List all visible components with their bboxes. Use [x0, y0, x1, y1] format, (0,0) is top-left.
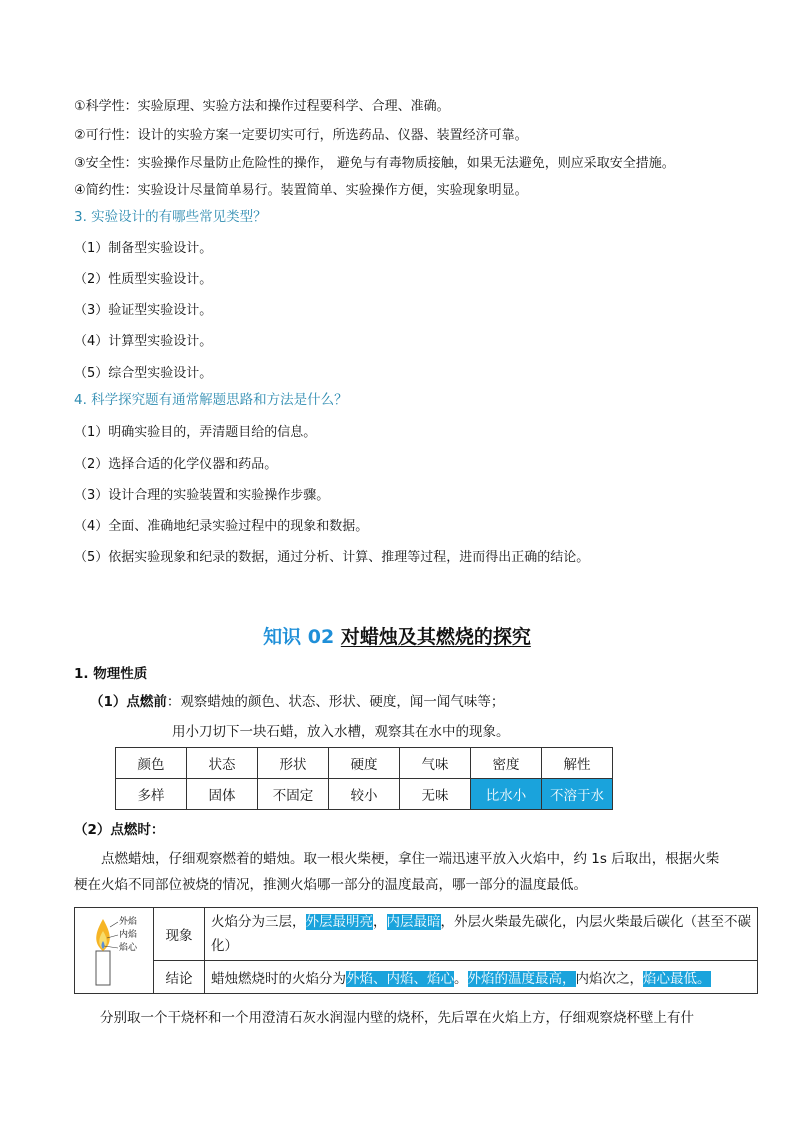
during-lit-label: （2）点燃时 — [74, 822, 151, 838]
q3-item: （4）计算型实验设计。 — [74, 334, 213, 349]
observation-label: 现象 — [154, 908, 205, 961]
q4-item: （5）依据实验现象和纪录的数据，通过分析、计算、推理等过程，进而得出正确的结论。 — [74, 550, 590, 565]
flame-label-core: 焰心 — [119, 942, 138, 953]
con-text-2: 。 — [454, 971, 468, 987]
principle-3: ③安全性：实验操作尽量防止危险性的操作， 避免与有毒物质接触，如果无法避免，则应采取安全措施。 — [74, 156, 675, 171]
physical-heading: 1. 物理性质 — [74, 666, 148, 682]
value-cell-highlighted: 比水小 — [471, 779, 542, 810]
cut-wax-text: 用小刀切下一块石蜡，放入水槽，观察其在水中的现象。 — [172, 724, 510, 740]
during-lit-colon: ： — [150, 822, 165, 838]
conclusion-label: 结论 — [154, 961, 205, 994]
before-lit-text: ：观察蜡烛的颜色、状态、形状、硬度，闻一闻气味等； — [166, 694, 505, 710]
properties-table — [115, 747, 613, 810]
q4-item: （2）选择合适的化学仪器和药品。 — [74, 457, 278, 472]
principle-1: ①科学性：实验原理、实验方法和操作过程要科学、合理、准确。 — [74, 99, 450, 114]
conclusion-text — [205, 961, 758, 994]
q3-item: （2）性质型实验设计。 — [74, 272, 213, 287]
candle-illustration — [75, 908, 154, 994]
value-cell: 较小 — [329, 779, 400, 810]
q3-item: （3）验证型实验设计。 — [74, 303, 213, 318]
header-cell: 形状 — [258, 748, 329, 779]
beaker-paragraph: 分别取一个干烧杯和一个用澄清石灰水润湿内壁的烧杯，先后罩在火焰上方，仔细观察烧杯壁上有什 — [100, 1010, 694, 1026]
before-lit-line — [90, 690, 504, 710]
header-cell: 气味 — [400, 748, 471, 779]
q4-item: （1）明确实验目的，弄清题目给的信息。 — [74, 425, 317, 440]
con-text-1: 蜡烛燃烧时的火焰分为 — [211, 971, 346, 987]
table-row — [75, 908, 758, 961]
question-4-title: 4. 科学探究题有通常解题思路和方法是什么？ — [74, 392, 348, 408]
lit-paragraph: 点燃蜡烛，仔细观察燃着的蜡烛。取一根火柴梗，拿住一端迅速平放入火焰中，约 1s 后取出，根据火柴梗在火焰不同部位被烧的情况，推测火焰哪一部分的温度最高，哪一部分的温度最低。 — [74, 851, 720, 893]
section-title — [0, 622, 794, 649]
con-highlight-1: 外焰、内焰、焰心 — [346, 971, 454, 987]
value-cell-highlighted: 不溶于水 — [542, 779, 613, 810]
observation-text — [205, 908, 758, 961]
section-prefix: 知识 02 — [263, 626, 335, 648]
principle-2: ②可行性：设计的实验方案一定要切实可行，所选药品、仪器、装置经济可靠。 — [74, 128, 528, 143]
con-text-3: 内焰次之， — [575, 971, 643, 987]
section-heading: 对蜡烛及其燃烧的探究 — [340, 626, 531, 648]
obs-text-3: ，外层火柴最先碳化，内层火柴最后碳化（甚至不碳化） — [211, 914, 751, 954]
q3-item: （5）综合型实验设计。 — [74, 366, 213, 381]
header-cell: 密度 — [471, 748, 542, 779]
q3-item: （1）制备型实验设计。 — [74, 241, 213, 256]
before-lit-label: （1）点燃前 — [90, 694, 167, 710]
flame-label-inner: 内焰 — [119, 929, 138, 940]
value-cell: 无味 — [400, 779, 471, 810]
value-cell: 固体 — [187, 779, 258, 810]
candle-flame-icon — [84, 911, 144, 987]
obs-highlight-2: 内层最暗 — [386, 914, 441, 930]
header-cell: 状态 — [187, 748, 258, 779]
q4-item: （4）全面、准确地纪录实验过程中的现象和数据。 — [74, 519, 369, 534]
header-cell: 解性 — [542, 748, 613, 779]
value-cell: 不固定 — [258, 779, 329, 810]
obs-highlight-1: 外层最明亮 — [305, 914, 373, 930]
obs-text-2: ， — [373, 914, 387, 930]
q4-item: （3）设计合理的实验装置和实验操作步骤。 — [74, 488, 330, 503]
header-cell: 硬度 — [329, 748, 400, 779]
question-3-title: 3. 实验设计的有哪些常见类型？ — [74, 209, 267, 225]
table-row — [116, 748, 613, 779]
value-cell: 多样 — [116, 779, 187, 810]
con-highlight-3: 焰心最低。 — [643, 971, 711, 987]
flame-table — [74, 907, 758, 994]
header-cell: 颜色 — [116, 748, 187, 779]
table-row — [75, 961, 758, 994]
obs-text-1: 火焰分为三层， — [211, 914, 306, 930]
during-lit-line — [74, 818, 164, 838]
principle-4: ④简约性：实验设计尽量简单易行。装置简单、实验操作方便，实验现象明显。 — [74, 183, 528, 198]
table-row — [116, 779, 613, 810]
flame-label-outer: 外焰 — [119, 916, 138, 927]
con-highlight-2: 外焰的温度最高， — [467, 971, 576, 987]
